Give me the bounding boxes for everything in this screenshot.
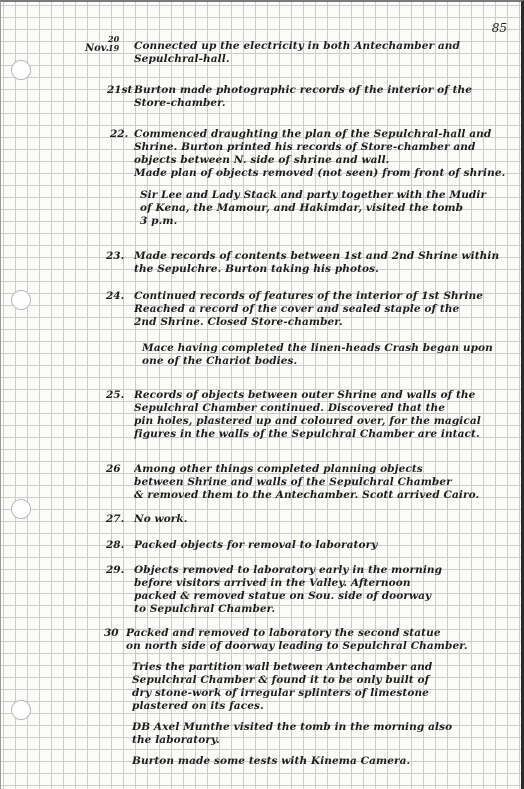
text-line: dry stone-work of irregular splinters of limestone <box>132 687 429 699</box>
text-line: figures in the walls of the Sepulchral Chamber are intact. <box>134 428 480 440</box>
text-line: Continued records of features of the interior of 1st Shrine <box>134 290 483 302</box>
text-line: the Sepulchre. Burton taking his photos. <box>134 263 379 275</box>
text-line: Sir Lee and Lady Stack and party together with the Mudir <box>140 189 487 201</box>
text-line: Packed and removed to laboratory the second statue <box>126 627 441 639</box>
text-line: No work. <box>134 513 188 525</box>
text-line: Store-chamber. <box>134 97 226 109</box>
page-number: 85 <box>491 21 507 35</box>
entry-paragraph <box>134 40 509 66</box>
text-line: Commenced draughting the plan of the Sepulchral-hall and <box>134 128 492 140</box>
entry-date: 28. <box>106 539 125 551</box>
text-line: on north side of doorway leading to Sepulchral Chamber. <box>126 640 468 652</box>
entry-paragraph <box>134 389 509 441</box>
entry-paragraph <box>126 661 509 713</box>
text-line: pin holes, plastered up and coloured over, for the magical <box>134 415 481 427</box>
first-day-label: 20 19 <box>108 34 120 53</box>
text-line: Records of objects between outer Shrine and walls of the <box>134 389 476 401</box>
entry-date: 26 <box>106 463 121 475</box>
entry-text <box>134 513 509 526</box>
entry-paragraph <box>134 564 509 616</box>
month-label: Nov. <box>85 43 110 54</box>
text-line: Made records of contents between 1st and 2nd Shrine within <box>134 250 500 262</box>
entry-paragraph <box>134 128 509 180</box>
entry-date: 24. <box>106 290 125 302</box>
entry-paragraph <box>126 721 509 747</box>
entry-date: 27. <box>106 513 125 525</box>
text-line: 2nd Shrine. Closed Store-chamber. <box>134 316 343 328</box>
text-line: Sepulchral Chamber continued. Discovered that the <box>134 402 446 414</box>
entry-date: 21st <box>107 84 133 96</box>
entry-paragraph <box>134 189 509 228</box>
text-line: one of the Chariot bodies. <box>142 355 298 367</box>
text-line: & removed them to the Antechamber. Scott arrived Cairo. <box>134 489 480 501</box>
entry-text <box>134 128 509 228</box>
text-line: between Shrine and walls of the Sepulchral Chamber <box>134 476 452 488</box>
entry-paragraph <box>134 250 509 276</box>
entry-text <box>134 389 509 441</box>
entry-paragraph <box>126 627 509 653</box>
entry-text <box>134 250 509 276</box>
entry-date: 25. <box>106 389 125 401</box>
text-line: plastered on its faces. <box>132 700 264 712</box>
text-line: before visitors arrived in the Valley. Afternoon <box>134 577 411 589</box>
text-line: of Kena, the Mamour, and Hakimdar, visited the tomb <box>140 202 464 214</box>
text-line: Objects removed to laboratory early in the morning <box>134 564 443 576</box>
entry-date: 22. <box>110 128 129 140</box>
text-line: Made plan of objects removed (not seen) from front of shrine. <box>134 167 506 179</box>
entry-paragraph <box>126 755 509 768</box>
entry-text <box>134 84 509 110</box>
text-line: Burton made photographic records of the interior of the <box>134 84 473 96</box>
entry-paragraph <box>134 513 509 526</box>
text-line: Sepulchral Chamber & found it to be only built of <box>132 674 430 686</box>
entry-paragraph <box>134 539 509 552</box>
text-line: Packed objects for removal to laboratory <box>134 539 378 551</box>
entry-date: 23. <box>106 250 125 262</box>
punch-hole <box>11 700 31 720</box>
text-line: packed & removed statue on Sou. side of doorway <box>134 590 432 602</box>
text-line: Among other things completed planning objects <box>134 463 423 475</box>
entry-text <box>126 627 509 768</box>
text-line: objects between N. side of shrine and wall. <box>134 154 390 166</box>
punch-hole <box>11 60 31 80</box>
text-line: Tries the partition wall between Antechamber and <box>132 661 433 673</box>
entry-date: 29. <box>106 564 125 576</box>
text-line: DB Axel Munthe visited the tomb in the morning also <box>132 721 453 733</box>
entry-text <box>134 463 509 502</box>
text-line: 3 p.m. <box>140 215 178 227</box>
entry-paragraph <box>134 84 509 110</box>
text-line: Sepulchral-hall. <box>134 53 230 65</box>
punch-hole <box>11 499 31 519</box>
entry-text <box>134 290 509 368</box>
entry-text <box>134 40 509 66</box>
entry-date: 30 <box>104 627 119 639</box>
entry-text <box>134 539 509 552</box>
punch-hole <box>11 290 31 310</box>
text-line: to Sepulchral Chamber. <box>134 603 276 615</box>
text-line: Reached a record of the cover and sealed staple of the <box>134 303 460 315</box>
text-line: Mace having completed the linen-heads Crash began upon <box>142 342 493 354</box>
text-line: Shrine. Burton printed his records of Store-chamber and <box>134 141 476 153</box>
entry-paragraph <box>134 290 509 329</box>
text-line: Connected up the electricity in both Antechamber and <box>134 40 460 52</box>
entry-paragraph <box>134 463 509 502</box>
entry-paragraph <box>134 342 509 368</box>
text-line: Burton made some tests with Kinema Camera. <box>132 755 411 767</box>
entry-text <box>134 564 509 616</box>
text-line: the laboratory. <box>132 734 220 746</box>
